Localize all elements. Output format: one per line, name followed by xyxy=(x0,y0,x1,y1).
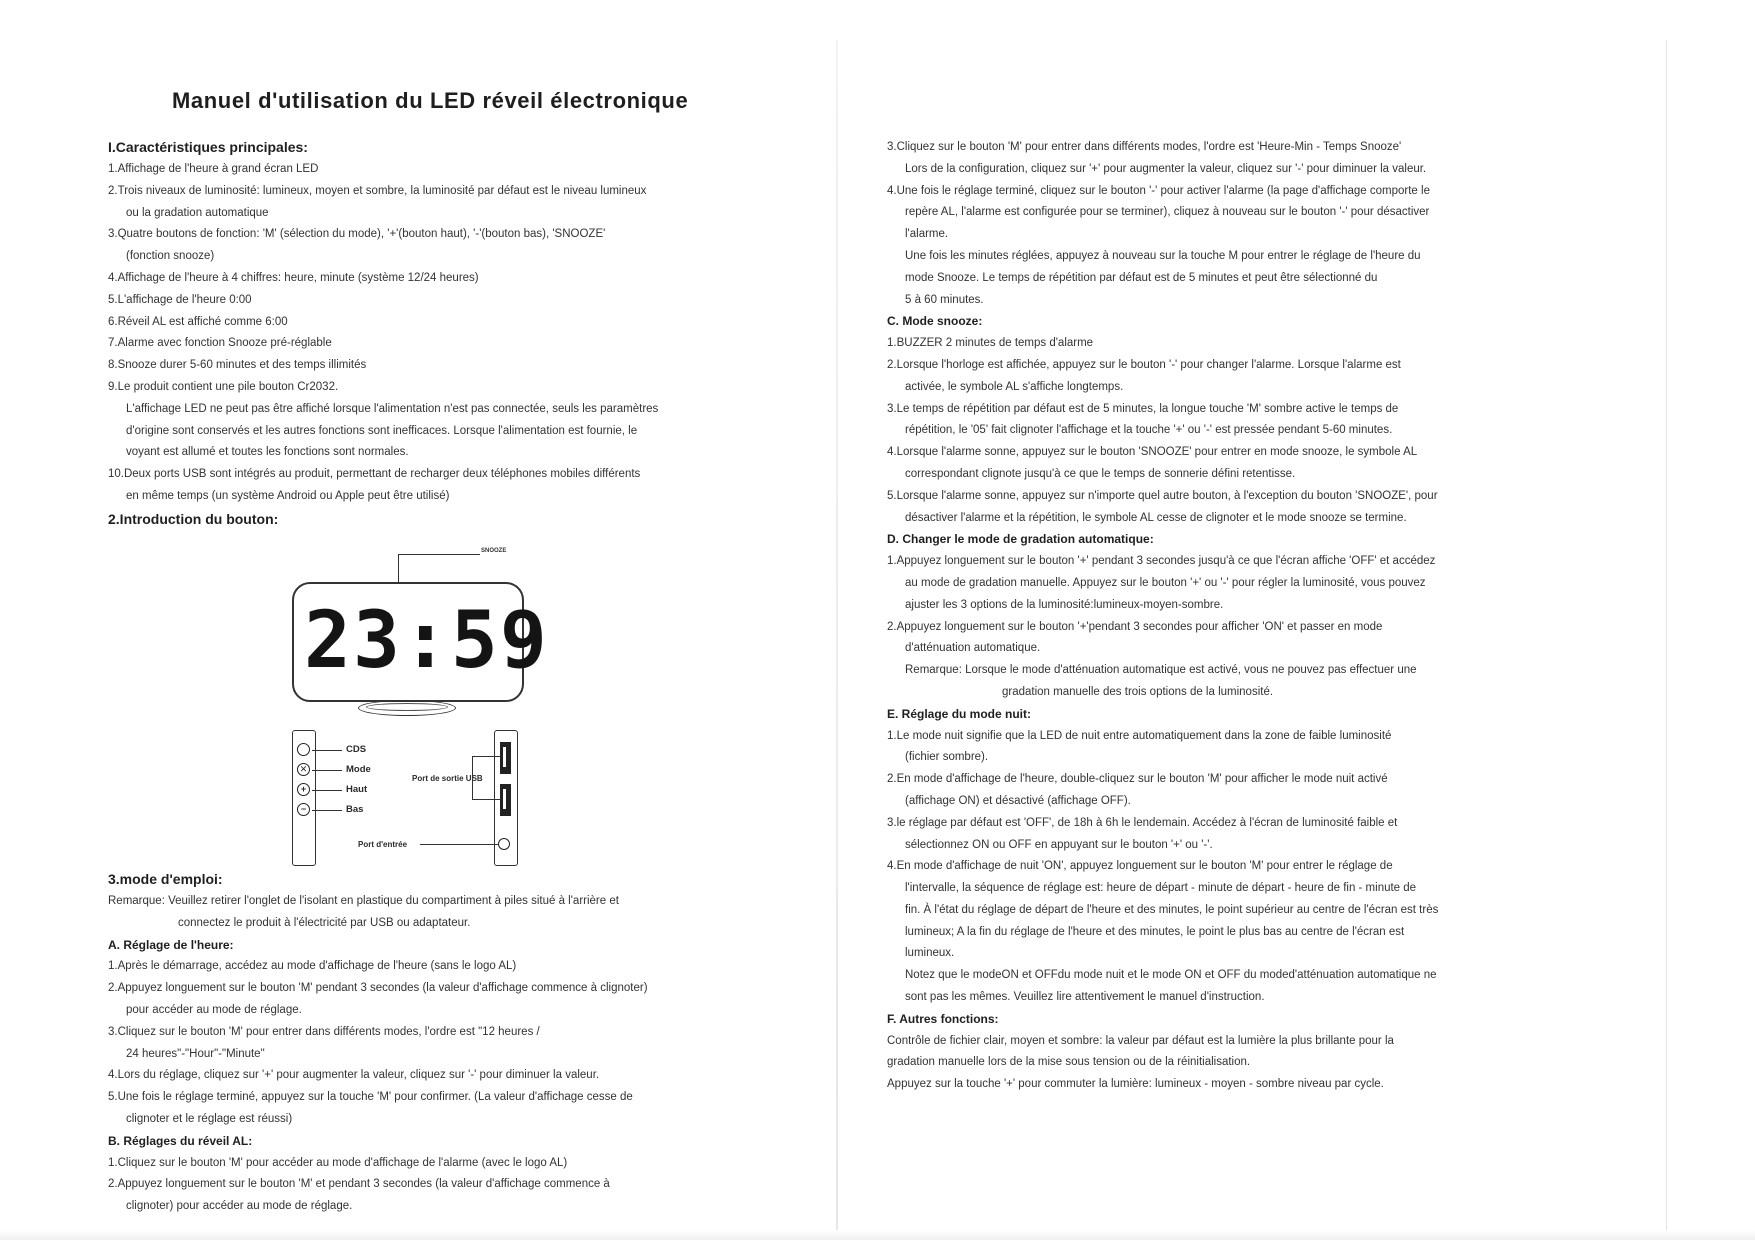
leader-line xyxy=(312,770,342,771)
text-line: 4.Une fois le réglage terminé, cliquez sur le bouton '-' pour activer l'alarme (la page d'affichage comporte le xyxy=(887,184,1430,197)
text-line: en même temps (un système Android ou Apple peut être utilisé) xyxy=(126,489,450,502)
text-line: 7.Alarme avec fonction Snooze pré-réglable xyxy=(108,337,332,350)
text-line: ajuster les 3 options de la luminosité:lumineux-moyen-sombre. xyxy=(905,598,1224,611)
text-line: 5 à 60 minutes. xyxy=(905,293,984,306)
text-line: voyant est allumé et toutes les fonctions sont normales. xyxy=(126,446,409,459)
text-line: désactiver l'alarme et la répétition, le symbole AL cesse de clignoter et le mode snooze se termine. xyxy=(905,511,1407,524)
text-line: 5.Une fois le réglage terminé, appuyez sur la touche 'M' pour confirmer. (La valeur d'affichage cesse de xyxy=(108,1091,633,1104)
usb-port-icon xyxy=(500,784,511,816)
text-line: clignoter et le réglage est réussi) xyxy=(126,1112,293,1125)
text-line: 2.Lorsque l'horloge est affichée, appuyez sur le bouton '-' pour changer l'alarme. Lorsque l'alarme est xyxy=(887,358,1401,371)
snooze-label: SNOOZE xyxy=(481,548,507,554)
text-line: 5.L'affichage de l'heure 0:00 xyxy=(108,293,252,306)
mode-button-icon: ✕ xyxy=(297,763,310,776)
text-line: Appuyez sur la touche '+' pour commuter la lumière: lumineux - moyen - sombre niveau par cycle. xyxy=(887,1078,1384,1091)
text-line: 3.Cliquez sur le bouton 'M' pour entrer dans différents modes, l'ordre est "12 heures / xyxy=(108,1025,540,1038)
text-line: l'intervalle, la séquence de réglage est: heure de départ - minute de départ - heure de fin - minute de xyxy=(905,882,1417,895)
text-line: 10.Deux ports USB sont intégrés au produit, permettant de recharger deux téléphones mobiles différents xyxy=(108,468,641,481)
subsection-heading: B. Réglages du réveil AL: xyxy=(108,1133,253,1148)
text-line: d'atténuation automatique. xyxy=(905,642,1041,655)
subsection-heading: A. Réglage de l'heure: xyxy=(108,937,234,952)
button-label-cds: CDS xyxy=(346,744,367,755)
right-page xyxy=(842,0,1755,1240)
text-line: 1.Le mode nuit signifie que la LED de nuit entre automatiquement dans la zone de faible luminosité xyxy=(887,729,1392,742)
remark-line: connectez le produit à l'électricité par USB ou adaptateur. xyxy=(178,916,471,929)
text-line: sont pas les mêmes. Veuillez lire attentivement le manuel d'instruction. xyxy=(905,991,1265,1004)
text-line: 9.Le produit contient une pile bouton Cr2032. xyxy=(108,380,339,393)
text-line: fin. À l'état du réglage de départ de l'heure et des minutes, le point supérieur au centre de l'écran est très xyxy=(905,903,1439,916)
text-line: 4.Affichage de l'heure à 4 chiffres: heure, minute (système 12/24 heures) xyxy=(108,271,479,284)
remark-line: Remarque: Veuillez retirer l'onglet de l'isolant en plastique du compartiment à piles situé à l'arrière et xyxy=(108,895,619,907)
usb-port-icon xyxy=(500,742,511,774)
text-line: 1.Appuyez longuement sur le bouton '+' pendant 3 secondes jusqu'à ce que l'écran affiche 'OFF' et accédez xyxy=(887,555,1436,568)
power-input-icon xyxy=(498,838,510,850)
text-line: 24 heures"-"Hour"-"Minute" xyxy=(126,1047,265,1060)
section-characteristics xyxy=(108,136,658,531)
button-label-mode: Mode xyxy=(346,764,371,775)
text-line: 3.Cliquez sur le bouton 'M' pour entrer dans différents modes, l'ordre est 'Heure-Min - Temps Snooze' xyxy=(887,141,1402,153)
left-page xyxy=(0,0,840,1240)
input-port-label: Port d'entrée xyxy=(358,840,408,849)
text-line: 2.Appuyez longuement sur le bouton 'M' pendant 3 secondes (la valeur d'affichage commence à clignoter) xyxy=(108,982,648,995)
text-line: 1.Après le démarrage, accédez au mode d'affichage de l'heure (sans le logo AL) xyxy=(108,960,517,973)
text-line: sélectionnez ON ou OFF en appuyant sur le bouton '+' ou '-'. xyxy=(905,838,1213,851)
text-line: (fonction snooze) xyxy=(126,250,215,263)
snooze-leader-line xyxy=(398,554,480,555)
button-label-bas: Bas xyxy=(346,804,364,815)
subsection-heading: D. Changer le mode de gradation automatique: xyxy=(887,532,1154,547)
text-line: Notez que le modeON et OFFdu mode nuit et le mode ON et OFF du moded'atténuation automatique ne xyxy=(905,969,1437,982)
text-line: gradation manuelle des trois options de la luminosité. xyxy=(1002,685,1274,698)
text-line: 2.Appuyez longuement sur le bouton 'M' et pendant 3 secondes (la valeur d'affichage commence à xyxy=(108,1178,610,1191)
text-line: 4.Lorsque l'alarme sonne, appuyez sur le bouton 'SNOOZE' pour entrer en mode snooze, le symbole AL xyxy=(887,446,1418,459)
section-heading: 3.mode d'emploi: xyxy=(108,871,223,887)
text-line: 3.Quatre boutons de fonction: 'M' (sélection du mode), '+'(bouton haut), '-'(bouton bas), 'SNOOZE' xyxy=(108,228,606,241)
text-line: 3.le réglage par défaut est 'OFF', de 18h à 6h le lendemain. Accédez à l'écran de luminosité faible et xyxy=(887,816,1398,829)
text-line: 1.Affichage de l'heure à grand écran LED xyxy=(108,163,319,175)
text-line: au mode de gradation manuelle. Appuyez sur le bouton '+' ou '-' pour régler la luminosité, vous pouvez xyxy=(905,576,1426,589)
section-heading: I.Caractéristiques principales: xyxy=(108,139,308,155)
text-line: d'origine sont conservés et les autres fonctions sont inefficaces. Lorsque l'alimentation est fournie, le xyxy=(126,424,638,437)
text-line: gradation manuelle lors de la mise sous tension ou de la réinitialisation. xyxy=(887,1056,1251,1069)
text-line: 2.Trois niveaux de luminosité: lumineux, moyen et sombre, la luminosité par défaut est le niveau lumineux xyxy=(108,184,647,197)
clock-diagram xyxy=(282,548,562,868)
leader-line xyxy=(420,844,498,845)
text-line: lumineux; A la fin du réglage de l'heure et des minutes, le point le plus bas au centre de l'écran est xyxy=(905,925,1405,938)
subsection-heading: F. Autres fonctions: xyxy=(887,1011,999,1026)
text-line: 1.Cliquez sur le bouton 'M' pour accéder au mode d'affichage de l'alarme (avec le logo AL) xyxy=(108,1156,568,1169)
text-line: clignoter) pour accéder au mode de réglage. xyxy=(126,1200,353,1213)
text-line: 2.Appuyez longuement sur le bouton '+'pendant 3 secondes pour afficher 'ON' et passer en mode xyxy=(887,620,1383,633)
text-line: Contrôle de fichier clair, moyen et sombre: la valeur par défaut est la lumière la plus brillante pour la xyxy=(887,1034,1394,1047)
text-line: Lors de la configuration, cliquez sur '+' pour augmenter la valeur, cliquez sur '-' pour diminuer la valeur. xyxy=(905,162,1427,175)
cds-sensor-icon xyxy=(297,743,310,756)
text-line: activée, le symbole AL s'affiche longtemps. xyxy=(905,380,1124,393)
text-line: lumineux. xyxy=(905,947,955,960)
usb-output-label: Port de sortie USB xyxy=(412,774,483,783)
text-line: 6.Réveil AL est affiché comme 6:00 xyxy=(108,315,288,328)
leader-line xyxy=(312,790,342,791)
text-line: (affichage ON) et désactivé (affichage OFF). xyxy=(905,794,1131,807)
text-line: 4.En mode d'affichage de nuit 'ON', appuyez longuement sur le bouton 'M' pour entrer le réglage de xyxy=(887,860,1393,873)
text-line: correspondant clignote jusqu'à ce que le temps de sonnerie défini retentisse. xyxy=(905,467,1296,480)
text-line: Remarque: Lorsque le mode d'atténuation automatique est activé, vous ne pouvez pas effectuer une xyxy=(905,664,1417,677)
text-line: pour accéder au mode de réglage. xyxy=(126,1003,302,1016)
document-title: Manuel d'utilisation du LED réveil électronique xyxy=(172,88,689,113)
section-heading: 2.Introduction du bouton: xyxy=(108,510,279,527)
text-line: 5.Lorsque l'alarme sonne, appuyez sur n'importe quel autre bouton, à l'exception du bouton 'SNOOZE', pour xyxy=(887,489,1438,502)
text-line: 2.En mode d'affichage de l'heure, double-cliquez sur le bouton 'M' pour afficher le mode nuit activé xyxy=(887,773,1388,786)
text-line: 4.Lors du réglage, cliquez sur '+' pour augmenter la valeur, cliquez sur '-' pour diminuer la valeur. xyxy=(108,1069,600,1082)
subsection-heading: C. Mode snooze: xyxy=(887,314,983,329)
text-line: Une fois les minutes réglées, appuyez à nouveau sur la touche M pour entrer le réglage de l'heure du xyxy=(905,249,1421,262)
snooze-leader-line xyxy=(398,554,399,582)
leader-line xyxy=(312,810,342,811)
right-column-text xyxy=(887,137,1438,1096)
text-line: L'affichage LED ne peut pas être affiché lorsque l'alimentation n'est pas connectée, seuls les paramètres xyxy=(126,402,659,415)
leader-line xyxy=(312,750,342,751)
text-line: 3.Le temps de répétition par défaut est de 5 minutes, la longue touche 'M' sombre active le temps de xyxy=(887,402,1399,415)
button-label-haut: Haut xyxy=(346,784,368,795)
text-line: mode Snooze. Le temps de répétition par défaut est de 5 minutes et peut être sélectionné du xyxy=(905,271,1378,284)
text-line: repère AL, l'alarme est configurée pour se terminer), cliquez à nouveau sur le bouton '-' pour désactiver xyxy=(905,206,1430,219)
clock-face xyxy=(292,582,549,702)
plus-button-icon: + xyxy=(297,783,310,796)
clock-stand-inner xyxy=(366,703,448,711)
clock-digits: 23:59 xyxy=(304,596,549,686)
text-line: ou la gradation automatique xyxy=(126,206,269,219)
minus-button-icon: − xyxy=(297,803,310,816)
text-line: 8.Snooze durer 5-60 minutes et des temps illimités xyxy=(108,359,367,372)
text-line: 1.BUZZER 2 minutes de temps d'alarme xyxy=(887,337,1094,350)
text-line: (fichier sombre). xyxy=(905,751,989,764)
subsection-heading: E. Réglage du mode nuit: xyxy=(887,706,1032,721)
text-line: répétition, le '05' fait clignoter l'affichage et la touche '+' ou '-' est pressée pendant 5-60 minutes. xyxy=(905,424,1393,437)
section-usage xyxy=(108,868,648,1218)
text-line: l'alarme. xyxy=(905,228,949,241)
